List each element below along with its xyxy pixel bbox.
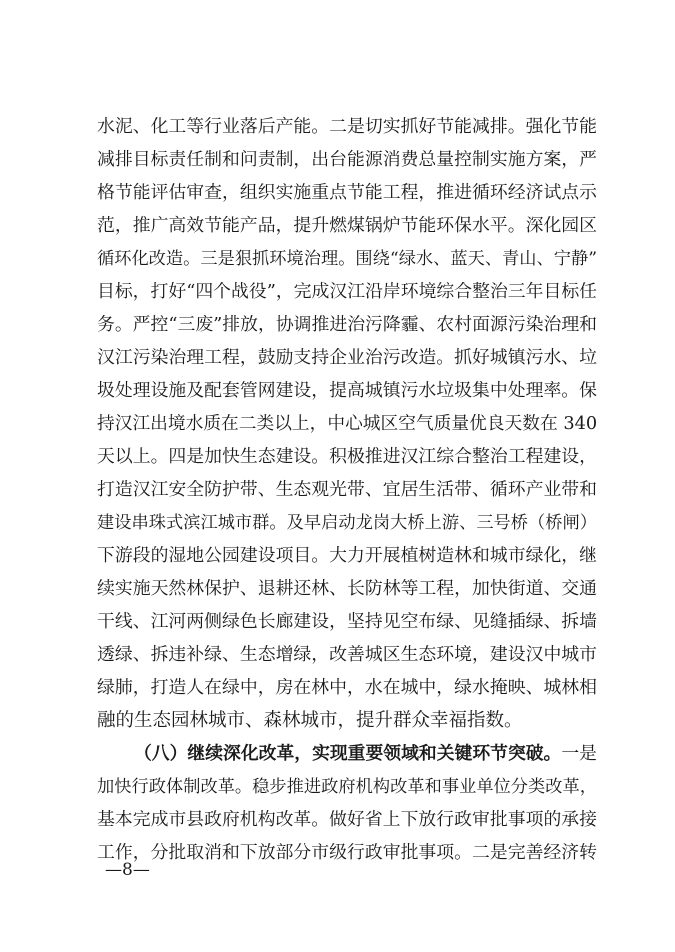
body-line: 工作，分批取消和下放部分市级行政审批事项。二是完善经济转 (97, 842, 597, 863)
page-number: —8— (105, 860, 150, 880)
section-heading: （八）继续深化改革，实现重要领域和关键环节突破。 (134, 743, 562, 764)
body-line: 干线、江河两侧绿色长廊建设，坚持见空布绿、见缝插绿、拆墙 (97, 611, 597, 632)
body-line: 下游段的湿地公园建设项目。大力开展植树造林和城市绿化，继 (97, 545, 597, 566)
body-line: 水泥、化工等行业落后产能。二是切实抓好节能减排。强化节能 (97, 116, 597, 137)
body-line: 天以上。四是加快生态建设。积极推进汉江综合整治工程建设， (97, 446, 597, 467)
body-line: 减排目标责任制和问责制，出台能源消费总量控制实施方案，严 (97, 149, 597, 170)
body-line: 基本完成市县政府机构改革。做好省上下放行政审批事项的承接 (97, 809, 597, 830)
body-line: 绿肺，打造人在绿中，房在林中，水在城中，绿水掩映、城林相 (97, 677, 597, 698)
body-line: 透绿、拆违补绿、生态增绿，改善城区生态环境，建设汉中城市 (97, 644, 597, 665)
body-line: 续实施天然林保护、退耕还林、长防林等工程，加快街道、交通 (97, 578, 597, 599)
body-line: 范，推广高效节能产品，提升燃煤锅炉节能环保水平。深化园区 (97, 215, 597, 236)
body-line: 循环化改造。三是狠抓环境治理。围绕“绿水、蓝天、青山、宁静” (97, 249, 597, 269)
body-line: 持汉江出境水质在二类以上，中心城区空气质量优良天数在 340 (97, 414, 598, 434)
body-line: 建设串珠式滨江城市群。及早启动龙岗大桥上游、三号桥（桥闸） (97, 513, 597, 533)
body-line: 加快行政体制改革。稳步推进政府机构改革和事业单位分类改革， (97, 777, 597, 797)
body-line: 目标，打好“四个战役”，完成汉江沿岸环境综合整治三年目标任 (97, 281, 598, 302)
section-heading-line (134, 740, 597, 768)
body-line: 格节能评估审查，组织实施重点节能工程，推进循环经济试点示 (97, 182, 597, 203)
body-line: 务。严控“三废”排放，协调推进治污降霾、农村面源污染治理和 (97, 314, 598, 335)
body-line: 融的生态园林城市、森林城市，提升群众幸福指数。 (97, 710, 523, 731)
section-heading-tail: 一是 (561, 743, 597, 764)
body-line: 汉江污染治理工程，鼓励支持企业治污改造。抓好城镇污水、垃 (97, 347, 597, 368)
body-line: 打造汉江安全防护带、生态观光带、宜居生活带、循环产业带和 (97, 479, 597, 500)
body-line: 圾处理设施及配套管网建设，提高城镇污水垃圾集中处理率。保 (97, 380, 597, 401)
